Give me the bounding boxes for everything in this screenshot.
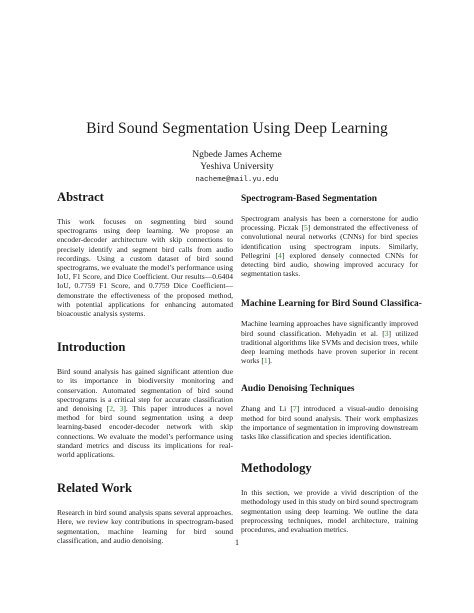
citation-separator: , — [112, 404, 120, 414]
introduction-text — [57, 367, 233, 459]
spectrogram-segmentation-heading: Spectrogram-Based Segmentation — [241, 194, 378, 204]
ml-classification-heading: Machine Learning for Bird Sound Classifica- — [241, 299, 422, 310]
text-part: ]. — [267, 356, 273, 366]
author-affiliation: Yeshiva University — [200, 161, 274, 172]
audio-denoising-heading: Audio Denoising Techniques — [241, 384, 355, 395]
text-part: Machine learning approaches have significantly improved bird sound classification. Mehyadin et al. [ — [241, 319, 418, 338]
paper-title: Bird Sound Segmentation Using Deep Learning — [86, 120, 388, 137]
left-column — [57, 190, 233, 545]
text-part: ] utilized traditional algorithms like SVMs and decision trees, while deep learning methods have proven superior in recent works [ — [241, 328, 418, 366]
text-part: ] introduced a visual-audio denoising method for bird sound analysis. Their work emphasizes the importance of segmentation in improving downstream tasks like classification and species identification. — [241, 404, 418, 442]
abstract-heading: Abstract — [57, 190, 104, 204]
text-part: Zhang and Li [ — [241, 404, 293, 414]
related-work-text: Research in bird sound analysis spans several approaches. Here, we review key contributions in spectrogram-based segmentation, machine learning for bird sound classification, and audio denoising. — [57, 508, 233, 545]
citation-link[interactable]: 5 — [303, 223, 308, 233]
citation-link[interactable]: 3 — [384, 328, 389, 338]
citation-link[interactable]: 7 — [292, 404, 297, 414]
ml-classification-text — [241, 319, 418, 365]
text-part: ] demonstrated the effectiveness of convolutional neural networks (CNNs) for bird species identification using spectrogram inputs. Similarly, Pellegrini [ — [241, 223, 418, 260]
author-email: nacheme@mail.yu.edu — [195, 176, 279, 184]
methodology-heading: Methodology — [241, 461, 312, 476]
title-block — [0, 120, 474, 185]
introduction-text-part: Bird sound analysis has gained significant attention due to its importance in biodiversity monitoring and conservation. Automated segmentation of bird sound spectrograms is a critical step for accurate classification and denoising [ — [57, 367, 233, 414]
introduction-text-part: ]. This paper introduces a novel method for bird sound segmentation using a deep learning-based encoder-decoder network with skip connections. We evaluate the model’s performance using standard metrics and discuss its implications for real-world applications. — [57, 404, 233, 460]
citation-link[interactable]: 3 — [119, 404, 124, 414]
introduction-heading: Introduction — [57, 340, 126, 355]
text-part: ] explored densely connected CNNs for detecting bird audio, showing improved accuracy for segmentation tasks. — [241, 250, 418, 279]
citation-link[interactable]: 2 — [109, 404, 113, 414]
author-name: Ngbede James Acheme — [192, 149, 282, 160]
citation-link[interactable]: 1 — [263, 356, 268, 366]
text-part: Spectrogram analysis has been a cornerstone for audio processing. Piczak [ — [241, 214, 418, 233]
related-work-heading: Related Work — [57, 481, 132, 496]
audio-denoising-text — [241, 404, 418, 441]
spectrogram-segmentation-text — [241, 214, 418, 278]
citation-link[interactable]: 4 — [278, 250, 282, 260]
abstract-text: This work focuses on segmenting bird sound spectrograms using deep learning. We propose an encoder-decoder architecture with skip connections to precisely identify and segment bird calls from audio recordings. Using a custom dataset of bird sound spectrograms, we evaluate the model’s performance using IoU, F1 Score, and Dice Coefficient. Our results—0.6404 IoU, 0.7759 F1 Score, and 0.7759 Dice Coefficient—demonstrate the effectiveness of the proposed method, with potential applications for enhancing automated bioacoustic analysis systems. — [57, 217, 233, 319]
page-number: 1 — [235, 538, 239, 547]
right-column — [241, 190, 422, 535]
methodology-text: In this section, we provide a vivid description of the methodology used in this study on bird sound spectrogram segmentation using deep learning. We outline the data preprocessing techniques, model architecture, training procedures, and evaluation metrics. — [241, 488, 418, 535]
